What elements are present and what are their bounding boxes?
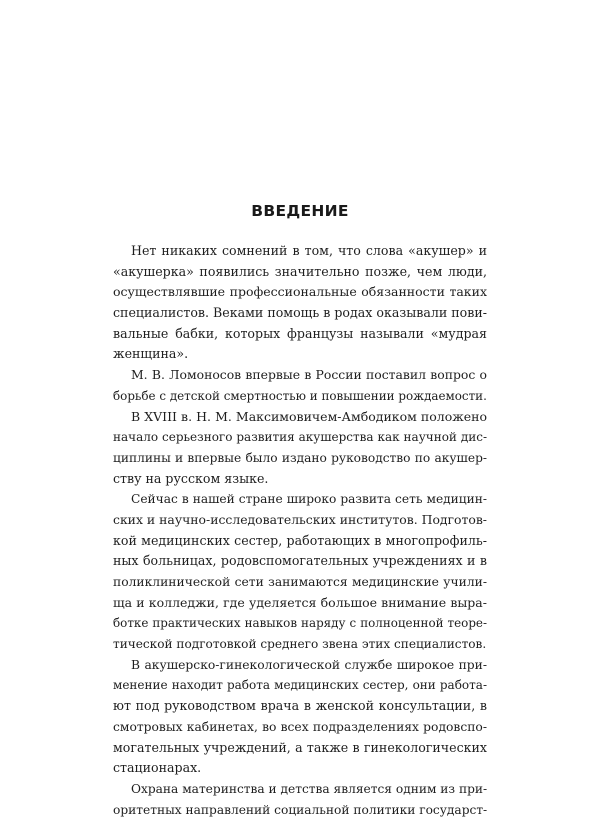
paragraph-1 <box>113 241 487 365</box>
paragraph-2 <box>113 365 487 406</box>
text-line: осуществлявшие профессиональные обязанности таких <box>113 284 487 300</box>
text-line: специалистов. Веками помощь в родах оказывали пови- <box>113 305 487 321</box>
text-line: борьбе с детской смертностью и повышении рождаемости. <box>113 388 487 403</box>
text-line: вальные бабки, которых французы называли «мудрая <box>113 325 487 341</box>
text-line: В акушерско-гинекологической службе широкое при- <box>131 657 487 672</box>
text-line: ных больницах, родовспомогательных учреждениях и в <box>113 553 487 569</box>
paragraph-5 <box>113 655 487 779</box>
text-line: В XVIII в. Н. М. Максимовичем-Амбодиком положено <box>131 408 487 424</box>
chapter-heading: ВВЕДЕНИЕ <box>251 202 349 220</box>
text-line: смотровых кабинетах, во всех подразделениях родовспо- <box>113 719 487 734</box>
text-line: ских и научно-исследовательских институтов. Подготов- <box>113 511 487 527</box>
text-line: менение находит работа медицинских сестер, они работа- <box>113 678 487 693</box>
text-line: ща и колледжи, где уделяется большое внимание выра- <box>113 594 487 610</box>
text-line: начало серьезного развития акушерства как научной дис- <box>113 430 487 445</box>
text-line: ботке практических навыков наряду с полноценной теоре- <box>113 616 487 631</box>
text-line: Сейчас в нашей стране широко развита сеть медицин- <box>131 492 487 507</box>
text-line: ству на русском языке. <box>113 470 269 486</box>
paragraph-4 <box>113 489 487 655</box>
text-line: поликлинической сети занимаются медицинские учили- <box>113 575 487 589</box>
paragraph-3 <box>113 407 487 490</box>
text-line: циплины и впервые было издано руководство по акушер- <box>113 450 487 465</box>
text-line: стационарах. <box>113 760 202 776</box>
text-line: Охрана материнства и детства является одним из при- <box>131 781 487 796</box>
text-line: ют под руководством врача в женской консультации, в <box>113 698 487 714</box>
text-line: оритетных направлений социальной политики государст- <box>113 802 487 817</box>
text-line: Нет никаких сомнений в том, что слова «акушер» и <box>131 243 487 258</box>
text-line: «акушерка» появились значительно позже, чем люди, <box>113 263 487 279</box>
paragraph-6 <box>113 779 487 820</box>
text-line: женщина». <box>113 346 189 362</box>
text-line: М. В. Ломоносов впервые в России поставил вопрос о <box>131 367 487 383</box>
text-line: кой медицинских сестер, работающих в многопрофиль- <box>113 532 487 548</box>
text-line: могательных учреждений, а также в гинекологических <box>113 739 487 755</box>
body-text <box>113 241 487 820</box>
text-line: тической подготовкой среднего звена этих специалистов. <box>113 637 487 652</box>
